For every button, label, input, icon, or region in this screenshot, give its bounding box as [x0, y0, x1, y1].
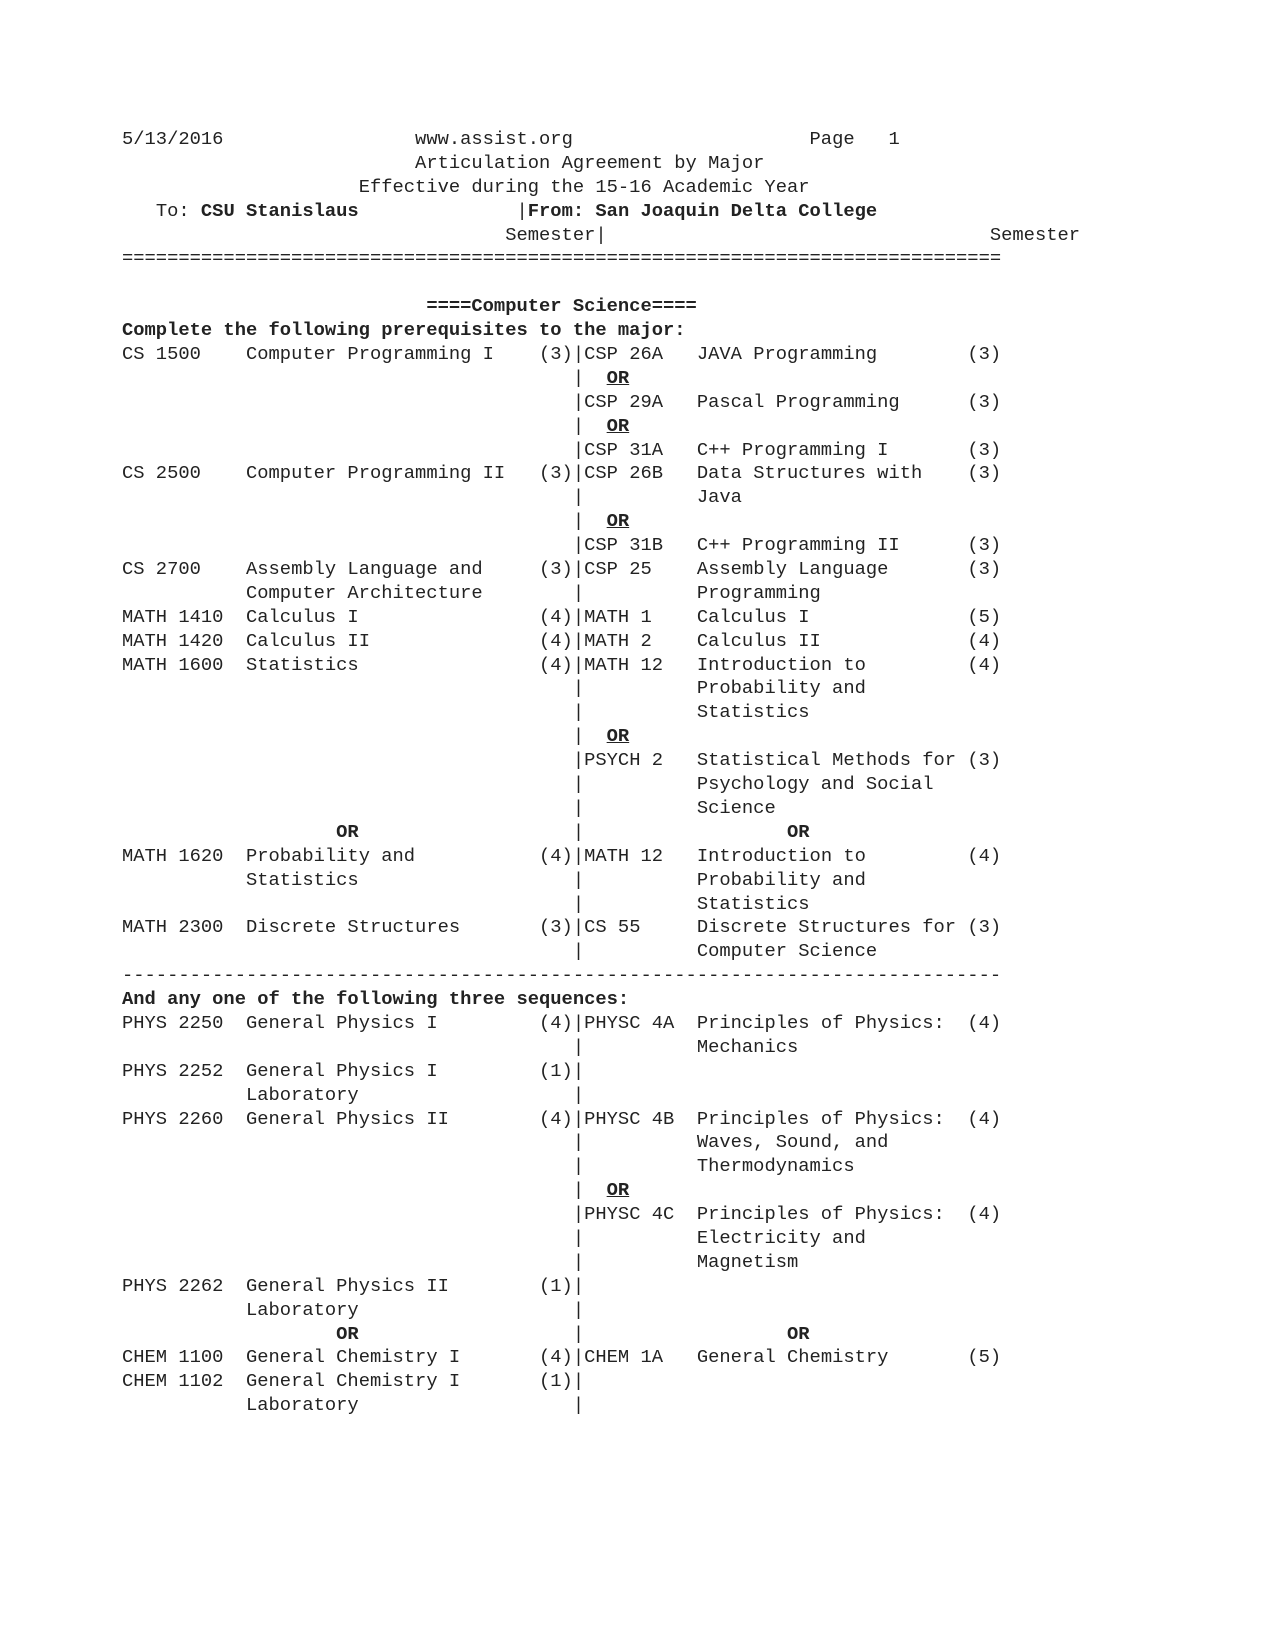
- from-course-title: Probability and: [584, 677, 866, 700]
- to-course-code: CS 1500: [122, 343, 246, 366]
- to-course-units: (4): [527, 844, 573, 867]
- column-separator: |: [572, 1394, 585, 1417]
- from-course-units: (4): [967, 844, 1002, 867]
- or-connector-line: | OR: [122, 1179, 630, 1202]
- from-course-title: C++ Programming II: [696, 534, 968, 557]
- course-row: [122, 1108, 1080, 1132]
- from-course-units: (3): [967, 390, 1002, 413]
- to-school: CSU Stanislaus: [200, 199, 359, 222]
- from-course-title: Waves, Sound, and: [584, 1131, 889, 1154]
- to-course-code: CHEM 1100: [122, 1346, 246, 1369]
- from-course-code: MATH 12: [584, 844, 697, 867]
- to-course-units: (4): [527, 629, 573, 652]
- course-row: [122, 343, 1080, 367]
- or-right: OR: [787, 820, 810, 843]
- effective-line: Effective during the 15-16 Academic Year: [358, 175, 810, 198]
- or-right: OR: [787, 1322, 810, 1345]
- course-row-continued: [122, 1036, 1080, 1060]
- from-course-code: PHYSC 4C: [584, 1203, 697, 1226]
- from-course-units: (4): [967, 653, 1002, 676]
- course-row: [122, 845, 1080, 869]
- to-course-title: Computer Programming II: [245, 462, 528, 485]
- or-connector-line: | OR: [122, 366, 630, 389]
- course-row-continued: [122, 677, 1080, 701]
- to-course-units: (3): [527, 916, 573, 939]
- section-divider: ------------------------------------------------------------------------------: [122, 964, 1002, 987]
- to-course-title: General Physics II: [245, 1107, 528, 1130]
- or-connector: OR: [606, 414, 630, 437]
- course-row: [122, 1203, 1080, 1227]
- from-course-title: [584, 1370, 697, 1392]
- from-course-title: Data Structures with: [696, 462, 968, 485]
- from-course-title: General Chemistry: [696, 1346, 968, 1369]
- column-separator: |: [572, 773, 585, 796]
- to-course-title: [122, 486, 573, 508]
- to-course-title: Laboratory: [122, 1394, 573, 1417]
- column-separator: |: [572, 629, 585, 652]
- column-separator: |: [572, 1346, 585, 1369]
- from-course-code: CSP 26A: [584, 343, 697, 366]
- site-url[interactable]: www.assist.org: [415, 128, 573, 150]
- course-row-continued: [122, 797, 1080, 821]
- to-course-units: (4): [527, 1346, 573, 1369]
- major-title: ====Computer Science====: [426, 295, 697, 318]
- course-row-continued: [122, 1251, 1080, 1275]
- from-course-units: (4): [967, 629, 1002, 652]
- from-course-title: Programming: [584, 581, 821, 604]
- to-course-units: (1): [527, 1059, 573, 1082]
- from-course-title: JAVA Programming: [696, 343, 968, 366]
- column-separator: |: [572, 462, 585, 485]
- from-course-units: (4): [967, 1011, 1002, 1034]
- from-course-title: Principles of Physics:: [696, 1203, 968, 1226]
- column-separator: |: [572, 534, 585, 557]
- column-separator: |: [572, 1083, 585, 1106]
- to-course-title: [122, 797, 573, 819]
- header-line-5: Semester| Semester: [505, 223, 1081, 246]
- major-title-line: [122, 295, 1080, 319]
- blank-line: [122, 271, 1080, 295]
- to-course-title: [122, 439, 573, 461]
- from-course-title: Statistics: [584, 701, 810, 724]
- to-course-title: [122, 1036, 573, 1058]
- or-connector-line: | OR: [122, 725, 630, 748]
- or-divider-line: OR | OR: [336, 820, 810, 843]
- page-number: 1: [888, 128, 900, 150]
- from-course-code: CS 55: [584, 916, 697, 939]
- to-course-title: [122, 701, 573, 723]
- course-row-continued: [122, 1084, 1080, 1108]
- to-course-units: (3): [527, 462, 573, 485]
- from-course-units: (4): [967, 1203, 1002, 1226]
- course-row: [122, 558, 1080, 582]
- course-row: [122, 630, 1080, 654]
- course-row-continued: [122, 1131, 1080, 1155]
- course-row: [122, 462, 1080, 486]
- section-heading-text: And any one of the following three sequences:: [122, 988, 630, 1011]
- column-separator: |: [572, 1155, 585, 1178]
- or-divider-line: OR | OR: [336, 1322, 810, 1345]
- from-course-units: (4): [967, 1107, 1002, 1130]
- from-course-title: Calculus II: [696, 629, 968, 652]
- from-course-code: MATH 12: [584, 653, 697, 676]
- from-course-title: Magnetism: [584, 1250, 799, 1273]
- from-course-title: Mechanics: [584, 1035, 799, 1058]
- column-separator: |: [572, 581, 585, 604]
- from-course-code: MATH 2: [584, 629, 697, 652]
- sections-container: [122, 319, 1080, 1418]
- to-course-title: [122, 1227, 573, 1249]
- course-row: [122, 534, 1080, 558]
- column-separator: |: [572, 605, 585, 628]
- or-connector: OR: [606, 366, 630, 389]
- from-course-title: [584, 1299, 697, 1321]
- to-course-title: Statistics: [245, 653, 528, 676]
- course-row: [122, 749, 1080, 773]
- course-row: [122, 1346, 1080, 1370]
- from-course-units: (3): [967, 534, 1002, 557]
- from-course-code: PSYCH 2: [584, 749, 697, 772]
- to-course-units: (4): [527, 653, 573, 676]
- from-course-title: Pascal Programming: [696, 390, 968, 413]
- section-heading: [122, 319, 1080, 343]
- from-course-code: CHEM 1A: [584, 1346, 697, 1369]
- from-course-title: Statistical Methods for: [696, 749, 968, 772]
- from-course-title: Probability and: [584, 868, 866, 891]
- to-course-code: CHEM 1102: [122, 1370, 246, 1393]
- from-school: San Joaquin Delta College: [595, 199, 878, 222]
- to-course-code: MATH 1600: [122, 653, 246, 676]
- column-separator: |: [572, 940, 585, 963]
- from-course-title: Science: [584, 796, 776, 819]
- from-course-code: MATH 1: [584, 605, 697, 628]
- to-course-title: Laboratory: [122, 1083, 573, 1106]
- to-course-code: PHYS 2250: [122, 1011, 246, 1034]
- header-rule: ==============================================================================: [122, 247, 1002, 270]
- header-line-4: To: CSU Stanislaus |From: San Joaquin Delta College: [155, 199, 878, 222]
- to-course-units: (3): [527, 558, 573, 581]
- to-course-title: [122, 677, 573, 699]
- to-course-units: (3): [527, 343, 573, 366]
- to-course-units: (1): [527, 1274, 573, 1297]
- to-course-title: [122, 940, 573, 962]
- from-course-code: PHYSC 4B: [584, 1107, 697, 1130]
- from-course-title: Discrete Structures for: [696, 916, 968, 939]
- column-separator: |: [572, 892, 585, 915]
- to-course-code: MATH 2300: [122, 916, 246, 939]
- from-course-title: Electricity and: [584, 1226, 866, 1249]
- course-row-continued: [122, 1227, 1080, 1251]
- to-course-units: (4): [527, 1011, 573, 1034]
- from-course-title: Calculus I: [696, 605, 968, 628]
- from-course-units: (3): [967, 438, 1002, 461]
- from-course-title: [584, 1084, 697, 1106]
- to-course-title: Computer Programming I: [245, 343, 528, 366]
- to-course-title: Assembly Language and: [245, 558, 528, 581]
- from-course-units: (3): [967, 343, 1002, 366]
- column-separator: |: [572, 796, 585, 819]
- course-row: [122, 916, 1080, 940]
- or-connector: OR: [606, 510, 630, 533]
- page-label: Page: [809, 128, 855, 150]
- column-separator: |: [572, 653, 585, 676]
- column-separator: |: [572, 916, 585, 939]
- course-row: [122, 439, 1080, 463]
- course-row-continued: [122, 486, 1080, 510]
- column-separator: |: [572, 1107, 585, 1130]
- from-course-title: Statistics: [584, 892, 810, 915]
- from-course-title: Java: [584, 486, 742, 509]
- column-separator: |: [572, 1226, 585, 1249]
- to-course-code: CS 2500: [122, 462, 246, 485]
- column-separator: |: [572, 1059, 585, 1082]
- to-course-title: Computer Architecture: [122, 581, 573, 604]
- to-course-title: Calculus II: [245, 629, 528, 652]
- column-separator: |: [572, 1011, 585, 1034]
- or-connector-line: | OR: [122, 414, 630, 437]
- column-separator: |: [572, 1250, 585, 1273]
- articulation-document: [122, 128, 1080, 1418]
- to-course-title: [122, 1155, 573, 1177]
- from-course-units: (3): [967, 462, 1002, 485]
- column-separator: |: [572, 1298, 585, 1321]
- from-course-title: Introduction to: [696, 844, 968, 867]
- to-course-title: Discrete Structures: [245, 916, 528, 939]
- column-separator: |: [572, 390, 585, 413]
- from-label: From:: [527, 199, 585, 222]
- from-course-units: (5): [967, 1346, 1002, 1369]
- to-course-title: [122, 773, 573, 795]
- document-title: Articulation Agreement by Major: [415, 151, 765, 174]
- from-course-title: [584, 1275, 697, 1297]
- course-row: [122, 1060, 1080, 1084]
- course-row: [122, 1370, 1080, 1394]
- to-course-code: MATH 1410: [122, 605, 246, 628]
- from-course-title: Principles of Physics:: [696, 1107, 968, 1130]
- from-course-code: PHYSC 4A: [584, 1011, 697, 1034]
- header-line-2: [122, 152, 1080, 176]
- course-row-continued: [122, 1155, 1080, 1179]
- header-line-3: [122, 176, 1080, 200]
- course-row-continued: [122, 940, 1080, 964]
- course-row-continued: [122, 893, 1080, 917]
- section-heading: [122, 988, 1080, 1012]
- column-separator: |: [572, 1203, 585, 1226]
- to-course-title: General Physics I: [245, 1059, 528, 1082]
- to-course-code: PHYS 2252: [122, 1059, 246, 1082]
- to-label: To:: [155, 199, 190, 222]
- to-course-code: CS 2700: [122, 558, 246, 581]
- or-connector-line: | OR: [122, 510, 630, 533]
- course-row: [122, 1275, 1080, 1299]
- column-separator: |: [572, 1131, 585, 1154]
- from-course-code: CSP 25: [584, 558, 697, 581]
- from-course-units: (3): [967, 558, 1002, 581]
- column-separator: |: [572, 844, 585, 867]
- course-row-continued: [122, 869, 1080, 893]
- to-course-title: General Chemistry I: [245, 1370, 528, 1393]
- to-course-title: Statistics: [122, 868, 573, 891]
- course-row-continued: [122, 773, 1080, 797]
- to-course-title: [122, 1251, 573, 1273]
- to-course-title: General Physics I: [245, 1011, 528, 1034]
- to-course-title: General Physics II: [245, 1274, 528, 1297]
- or-left: OR: [336, 820, 359, 843]
- from-course-code: CSP 29A: [584, 390, 697, 413]
- column-separator: |: [572, 1035, 585, 1058]
- from-course-units: (3): [967, 749, 1002, 772]
- to-course-title: General Chemistry I: [245, 1346, 528, 1369]
- from-course-title: [584, 1394, 697, 1416]
- column-separator: |: [572, 1370, 585, 1393]
- course-row: [122, 654, 1080, 678]
- from-course-title: Introduction to: [696, 653, 968, 676]
- or-left: OR: [336, 1322, 359, 1345]
- or-connector: OR: [606, 1179, 630, 1202]
- to-course-code: PHYS 2260: [122, 1107, 246, 1130]
- to-course-units: (1): [527, 1370, 573, 1393]
- or-connector: OR: [606, 725, 630, 748]
- from-course-units: (3): [967, 916, 1002, 939]
- to-course-title: Probability and: [245, 844, 528, 867]
- column-separator: |: [572, 677, 585, 700]
- from-course-title: C++ Programming I: [696, 438, 968, 461]
- section-heading-text: Complete the following prerequisites to the major:: [122, 319, 686, 342]
- from-course-code: CSP 26B: [584, 462, 697, 485]
- course-row-continued: [122, 582, 1080, 606]
- from-course-title: Computer Science: [584, 940, 878, 963]
- course-row-continued: [122, 701, 1080, 725]
- column-separator: |: [572, 343, 585, 366]
- column-separator: |: [572, 438, 585, 461]
- course-row: [122, 391, 1080, 415]
- from-course-title: [584, 1060, 697, 1082]
- column-separator: |: [572, 1274, 585, 1297]
- column-separator: |: [572, 749, 585, 772]
- term-right: Semester: [989, 223, 1081, 246]
- to-course-title: [122, 391, 573, 413]
- to-course-code: MATH 1420: [122, 629, 246, 652]
- column-separator: |: [572, 486, 585, 509]
- to-course-title: [122, 534, 573, 556]
- column-separator: |: [572, 558, 585, 581]
- to-course-title: [122, 893, 573, 915]
- from-course-title: Assembly Language: [696, 558, 968, 581]
- to-course-units: (4): [527, 1107, 573, 1130]
- course-row: [122, 1012, 1080, 1036]
- course-row: [122, 606, 1080, 630]
- to-course-title: Laboratory: [122, 1298, 573, 1321]
- from-course-title: Thermodynamics: [584, 1155, 855, 1178]
- from-course-title: Principles of Physics:: [696, 1011, 968, 1034]
- to-course-code: MATH 1620: [122, 844, 246, 867]
- column-separator: |: [572, 701, 585, 724]
- from-course-units: (5): [967, 605, 1002, 628]
- to-course-title: [122, 1131, 573, 1153]
- from-course-code: CSP 31B: [584, 534, 697, 557]
- to-course-title: Calculus I: [245, 605, 528, 628]
- report-date: 5/13/2016: [122, 128, 224, 150]
- to-course-units: (4): [527, 605, 573, 628]
- course-row-continued: [122, 1299, 1080, 1323]
- from-course-title: Psychology and Social: [584, 773, 934, 796]
- to-course-title: [122, 749, 573, 771]
- column-separator: |: [572, 868, 585, 891]
- header-line-1: [122, 128, 1080, 152]
- term-left: Semester: [505, 223, 596, 246]
- course-row-continued: [122, 1394, 1080, 1418]
- to-course-title: [122, 1203, 573, 1225]
- from-course-code: CSP 31A: [584, 438, 697, 461]
- to-course-code: PHYS 2262: [122, 1274, 246, 1297]
